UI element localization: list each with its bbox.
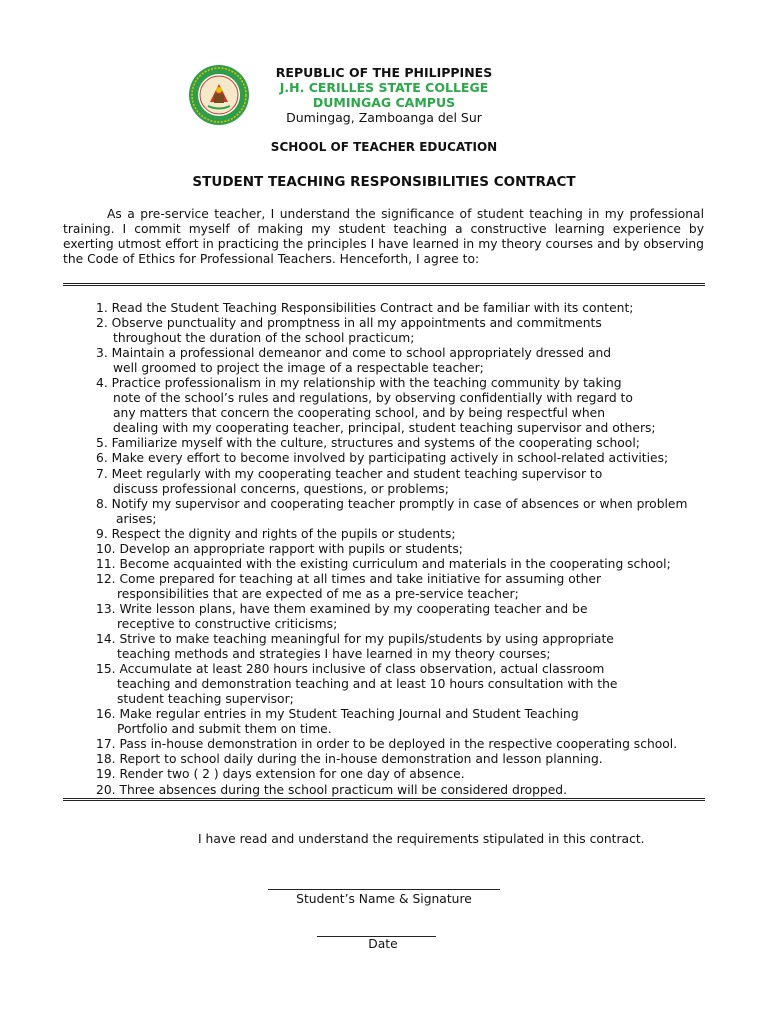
responsibility-continuation: Portfolio and submit them on time. xyxy=(117,722,332,737)
college-seal-logo xyxy=(188,64,250,126)
responsibility-item xyxy=(96,602,716,632)
responsibility-text: 13. Write lesson plans, have them examined by my cooperating teacher and be xyxy=(96,601,588,616)
campus-name: DUMINGAG CAMPUS xyxy=(312,95,456,110)
responsibility-item xyxy=(96,662,716,707)
responsibility-text: 10. Develop an appropriate rapport with pupils or students; xyxy=(96,541,463,556)
responsibility-item xyxy=(96,467,716,497)
bottom-divider xyxy=(63,798,705,801)
responsibility-text: 3. Maintain a professional demeanor and come to school appropriately dressed and xyxy=(96,346,612,361)
responsibility-text: 14. Strive to make teaching meaningful for my pupils/students by using appropriate xyxy=(96,632,614,647)
responsibility-item xyxy=(96,737,716,752)
responsibility-item xyxy=(96,767,716,782)
top-divider xyxy=(63,283,705,286)
responsibility-text: 18. Report to school daily during the in-house demonstration and lesson planning. xyxy=(96,752,603,767)
college-name: J.H. CERILLES STATE COLLEGE xyxy=(279,80,489,95)
responsibility-text: 15. Accumulate at least 280 hours inclusive of class observation, actual classroom xyxy=(96,662,605,677)
responsibility-continuation: teaching and demonstration teaching and at least 10 hours consultation with the xyxy=(117,677,618,692)
responsibility-item xyxy=(96,707,716,737)
responsibility-continuation: student teaching supervisor; xyxy=(117,692,294,707)
responsibility-text: 1. Read the Student Teaching Responsibilities Contract and be familiar with its content; xyxy=(96,301,634,315)
responsibility-item xyxy=(96,451,716,466)
responsibility-continuation: responsibilities that are expected of me as a pre-service teacher; xyxy=(117,586,519,601)
responsibility-text: 9. Respect the dignity and rights of the pupils or students; xyxy=(96,526,456,541)
responsibility-continuation: throughout the duration of the school practicum; xyxy=(113,331,415,346)
responsibility-continuation: receptive to constructive criticisms; xyxy=(117,616,338,631)
responsibility-text: 19. Render two ( 2 ) days extension for one day of absence. xyxy=(96,767,465,782)
responsibility-text: 6. Make every effort to become involved by participating actively in school-related activities; xyxy=(96,451,669,466)
responsibility-item xyxy=(96,346,716,376)
responsibility-continuation: any matters that concern the cooperating school, and by being respectful when xyxy=(113,406,605,421)
responsibility-continuation: discuss professional concerns, questions, or problems; xyxy=(113,481,449,496)
responsibility-text: 16. Make regular entries in my Student Teaching Journal and Student Teaching xyxy=(96,707,579,722)
responsibility-item xyxy=(96,436,716,451)
responsibility-text: 11. Become acquainted with the existing curriculum and materials in the cooperating school; xyxy=(96,556,671,571)
responsibility-text: 12. Come prepared for teaching at all times and take initiative for assuming other xyxy=(96,571,602,586)
responsibility-item xyxy=(96,783,716,798)
responsibility-item xyxy=(96,632,716,662)
agreement-statement: I have read and understand the requirements stipulated in this contract. xyxy=(198,832,645,846)
intro-text: As a pre-service teacher, I understand the significance of student teaching in my professional training. I commit myself of making my student teaching a constructive learning experience by exerting utmost effort in practicing the principles I have learned in my theory courses and by observing the Code of Ethics for Professional Teachers. Henceforth, I agree to: xyxy=(63,207,704,266)
intro-paragraph xyxy=(63,207,704,267)
responsibility-text: 4. Practice professionalism in my relationship with the teaching community by taking xyxy=(96,376,622,391)
date-label: Date xyxy=(368,937,398,951)
responsibility-item xyxy=(96,316,716,346)
responsibility-item xyxy=(96,376,716,436)
contract-title: STUDENT TEACHING RESPONSIBILITIES CONTRACT xyxy=(192,174,576,190)
responsibility-text: 8. Notify my supervisor and cooperating teacher promptly in case of absences or when problem xyxy=(96,496,688,511)
school-name: SCHOOL OF TEACHER EDUCATION xyxy=(270,140,498,154)
name-signature-label: Student’s Name & Signature xyxy=(296,892,472,906)
responsibility-text: 5. Familiarize myself with the culture, structures and systems of the cooperating school; xyxy=(96,436,640,451)
responsibility-continuation: note of the school’s rules and regulations, by observing confidentially with regard to xyxy=(113,391,633,406)
responsibility-continuation: well groomed to project the image of a respectable teacher; xyxy=(113,361,484,376)
responsibility-continuation: teaching methods and strategies I have learned in my theory courses; xyxy=(117,647,551,662)
responsibility-text: 17. Pass in-house demonstration in order to be deployed in the respective cooperating school. xyxy=(96,737,678,752)
responsibility-text: 2. Observe punctuality and promptness in all my appointments and commitments xyxy=(96,316,602,331)
responsibility-item xyxy=(96,301,716,316)
responsibility-item xyxy=(96,527,716,542)
responsibility-item xyxy=(96,572,716,602)
responsibility-continuation: dealing with my cooperating teacher, principal, student teaching supervisor and others; xyxy=(113,421,656,436)
country-heading: REPUBLIC OF THE PHILIPPINES xyxy=(275,65,493,80)
responsibility-text: 7. Meet regularly with my cooperating teacher and student teaching supervisor to xyxy=(96,466,603,481)
responsibility-item xyxy=(96,497,716,527)
responsibility-item xyxy=(96,542,716,557)
name-signature-line xyxy=(268,889,500,890)
responsibility-continuation: arises; xyxy=(116,511,157,526)
responsibilities-list xyxy=(96,301,716,798)
responsibility-text: 20. Three absences during the school practicum will be considered dropped. xyxy=(96,782,568,797)
responsibility-item xyxy=(96,557,716,572)
responsibility-item xyxy=(96,752,716,767)
campus-address: Dumingag, Zamboanga del Sur xyxy=(286,110,482,125)
